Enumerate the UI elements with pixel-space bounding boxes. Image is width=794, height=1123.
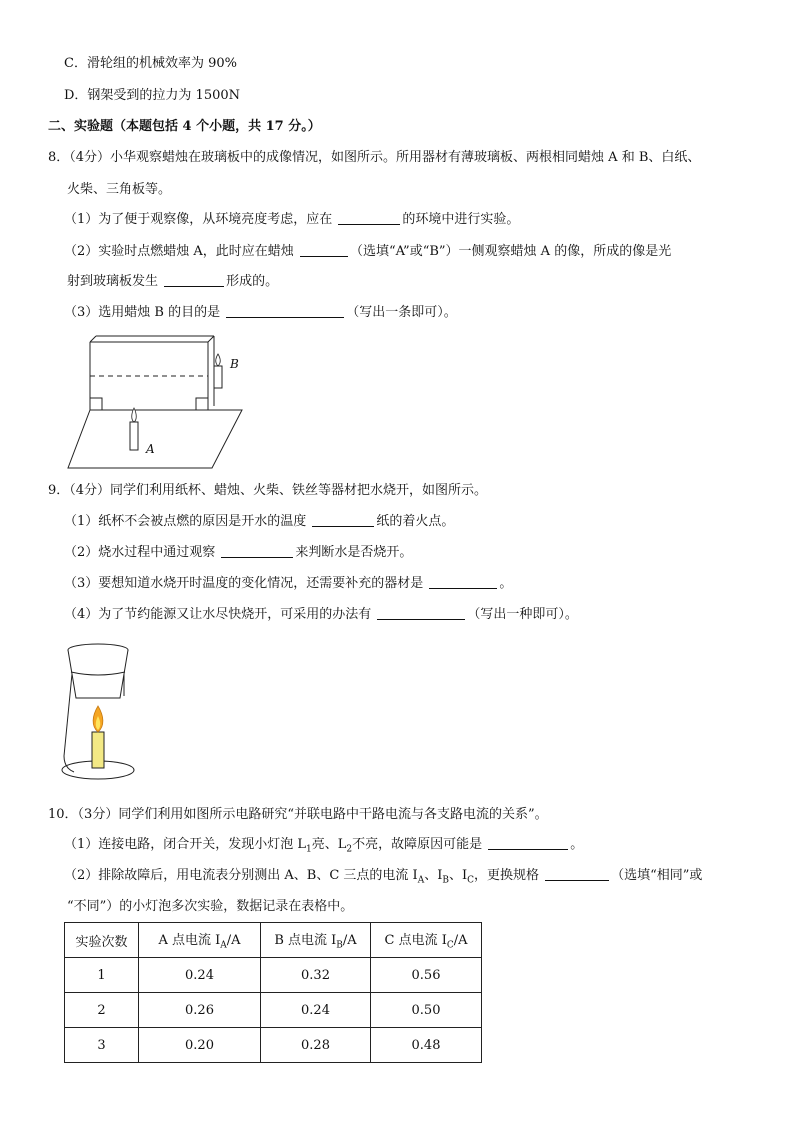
- q10-part2-cont: “不同”）的小灯泡多次实验，数据记录在表格中。: [67, 899, 354, 914]
- q8-part2-blank1[interactable]: [300, 242, 348, 257]
- cell-ia: 0.26: [139, 993, 261, 1028]
- header-trial-label: 实验次数: [75, 934, 128, 950]
- current-data-table: [64, 922, 482, 1063]
- q10-part1-text-b: 亮、L: [311, 837, 347, 852]
- q7-option-c: C．滑轮组的机械效率为 90%: [64, 56, 237, 71]
- q9-part3-text-a: （3）要想知道水烧开时温度的变化情况，还需要补充的器材是: [64, 576, 428, 591]
- header-c-unit: /A: [453, 933, 468, 949]
- cell-ic: 0.48: [371, 1028, 482, 1063]
- cell-ib: 0.24: [261, 993, 371, 1028]
- q8-part3: [64, 303, 457, 323]
- q9-part3: [64, 574, 512, 594]
- q10-part2-text-a: （2）排除故障后，用电流表分别测出 A、B、C 三点的电流 I: [64, 868, 418, 883]
- cell-ic: 0.56: [371, 958, 482, 993]
- header-c-label: C 点电流 I: [384, 933, 447, 949]
- header-b-unit: /A: [342, 933, 357, 949]
- header-trial: [65, 923, 139, 958]
- cell-ic: 0.50: [371, 993, 482, 1028]
- header-b-label: B 点电流 I: [274, 933, 337, 949]
- q8-part2-cont: [67, 272, 278, 292]
- cell-ia: 0.20: [139, 1028, 261, 1063]
- table-row: [65, 993, 482, 1028]
- q10-part1-text-d: 。: [570, 837, 584, 852]
- q9-part3-text-b: 。: [499, 576, 513, 591]
- header-a-sub: A: [220, 940, 227, 951]
- q10-part1-blank[interactable]: [488, 835, 568, 850]
- q9-part1-text-a: （1）纸杯不会被点燃的原因是开水的温度: [64, 514, 311, 529]
- lit-candle: [92, 706, 104, 768]
- q10-part1-text-a: （1）连接电路，闭合开关，发现小灯泡 L: [64, 837, 307, 852]
- white-paper: [68, 410, 242, 468]
- q8-part2-text-d: 形成的。: [226, 274, 279, 289]
- header-a-label: A 点电流 I: [158, 933, 221, 949]
- section-heading: 二、实验题（本题包括 4 个小题，共 17 分。）: [48, 119, 321, 134]
- q9-part2-text-a: （2）烧水过程中通过观察: [64, 545, 220, 560]
- cell-trial: 2: [65, 993, 139, 1028]
- q9-part4-blank[interactable]: [377, 605, 465, 620]
- cell-ib: 0.32: [261, 958, 371, 993]
- cell-trial: 1: [65, 958, 139, 993]
- q10-part1-text-c: 不亮，故障原因可能是: [352, 837, 487, 852]
- table-row: [65, 1028, 482, 1063]
- header-a: [139, 923, 261, 958]
- q8-part1-text-b: 的环境中进行实验。: [402, 212, 520, 227]
- q8-glass-plate-figure: [66, 332, 246, 472]
- q9-part2: [64, 543, 412, 563]
- q8-part3-text-b: （写出一条即可）。: [346, 305, 457, 320]
- q10-part1: [64, 835, 583, 860]
- q10-part2-text-d: ，更换规格: [474, 868, 544, 883]
- sub-l2: 2: [346, 844, 353, 855]
- candle-a: [130, 408, 138, 450]
- q8-part2-text-a: （2）实验时点燃蜡烛 A，此时应在蜡烛: [64, 244, 298, 259]
- q10-stem: 10．（3分）同学们利用如图所示电路研究“并联电路中干路电流与各支路电流的关系”。: [48, 807, 548, 822]
- q9-stem: 9．（4分）同学们利用纸杯、蜡烛、火柴、铁丝等器材把水烧开，如图所示。: [48, 483, 488, 498]
- q8-part1-text-a: （1）为了便于观察像，从环境亮度考虑，应在: [64, 212, 337, 227]
- header-b-sub: B: [336, 940, 343, 951]
- sub-b: B: [442, 875, 449, 886]
- q7-option-d: D．钢架受到的拉力为 1500N: [64, 88, 241, 103]
- q10-part2: [64, 866, 702, 891]
- q9-part1-blank[interactable]: [312, 512, 374, 527]
- q10-part2-text-c: 、I: [448, 868, 468, 883]
- cell-ib: 0.28: [261, 1028, 371, 1063]
- header-a-unit: /A: [226, 933, 241, 949]
- q8-part1-blank[interactable]: [338, 210, 400, 225]
- q10-part2-blank[interactable]: [545, 866, 609, 881]
- q8-part1: [64, 210, 519, 230]
- q8-part2: [64, 242, 671, 262]
- sub-c: C: [467, 875, 474, 886]
- q9-part2-blank[interactable]: [221, 543, 293, 558]
- header-c-sub: C: [446, 940, 454, 951]
- q9-part2-text-b: 来判断水是否烧开。: [295, 545, 413, 560]
- q9-part1: [64, 512, 454, 532]
- q9-part3-blank[interactable]: [429, 574, 497, 589]
- iron-wire: [64, 674, 72, 756]
- q9-part4: [64, 605, 578, 625]
- label-a: A: [146, 442, 155, 456]
- table-row: [65, 958, 482, 993]
- header-c: [371, 923, 482, 958]
- q10-part2-text-b: 、I: [424, 868, 443, 883]
- candle-b: [214, 354, 222, 388]
- q9-paper-cup-figure: [60, 636, 140, 784]
- q9-part1-text-b: 纸的着火点。: [376, 514, 455, 529]
- q8-part2-text-b: （选填“A”或“B”）一侧观察蜡烛 A 的像，所成的像是光: [349, 244, 672, 259]
- sub-l1: 1: [306, 844, 312, 855]
- table-header-row: [65, 923, 482, 958]
- q9-part4-text-b: （写出一种即可）。: [467, 607, 578, 622]
- q8-stem-line1: 8．（4分）小华观察蜡烛在玻璃板中的成像情况，如图所示。所用器材有薄玻璃板、两根相同蜡烛 A 和 B、白纸、: [48, 150, 701, 165]
- label-b: B: [230, 357, 239, 371]
- cell-ia: 0.24: [139, 958, 261, 993]
- q8-part2-text-c: 射到玻璃板发生: [67, 274, 163, 289]
- cell-trial: 3: [65, 1028, 139, 1063]
- header-b: [261, 923, 371, 958]
- q8-stem-line2: 火柴、三角板等。: [67, 182, 172, 197]
- q8-part3-blank[interactable]: [226, 303, 344, 318]
- sub-a: A: [417, 875, 425, 886]
- q10-part2-text-e: （选填“相同”或: [611, 868, 703, 883]
- q9-part4-text-a: （4）为了节约能源又让水尽快烧开，可采用的办法有: [64, 607, 376, 622]
- q8-part2-blank2[interactable]: [164, 272, 224, 287]
- q8-part3-text-a: （3）选用蜡烛 B 的目的是: [64, 305, 225, 320]
